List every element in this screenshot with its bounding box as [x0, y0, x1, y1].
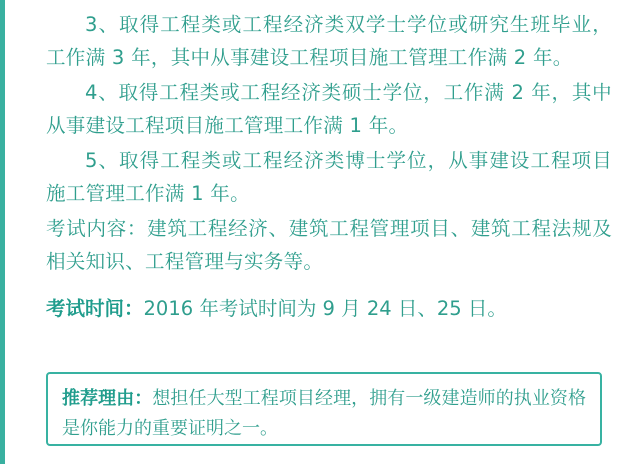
- paragraph-item-4: 4、取得工程类或工程经济类硕士学位，工作满 2 年，其中从事建设工程项目施工管理工作满 1 年。: [46, 81, 612, 137]
- paragraph-exam-content: 考试内容：建筑工程经济、建筑工程管理项目、建筑工程法规及相关知识、工程管理与实务等。: [46, 217, 612, 273]
- document-body: [46, 8, 612, 337]
- exam-time-label: 考试时间：: [46, 297, 144, 320]
- recommendation-line: [62, 384, 586, 444]
- paragraph-item-3: 3、取得工程类或工程经济类双学士学位或研究生班毕业，工作满 3 年，其中从事建设工程项目施工管理工作满 2 年。: [46, 13, 612, 69]
- paragraph-item-5: 5、取得工程类或工程经济类博士学位，从事建设工程项目施工管理工作满 1 年。: [46, 149, 612, 205]
- recommendation-box: [46, 372, 602, 446]
- exam-time-value: 2016 年考试时间为 9 月 24 日、25 日。: [143, 297, 507, 320]
- exam-time-line: [46, 292, 612, 325]
- left-accent-rule: [0, 0, 5, 464]
- recommendation-value: 想担任大型工程项目经理，拥有一级建造师的执业资格是你能力的重要证明之一。: [62, 388, 586, 439]
- recommendation-label: 推荐理由：: [62, 388, 153, 409]
